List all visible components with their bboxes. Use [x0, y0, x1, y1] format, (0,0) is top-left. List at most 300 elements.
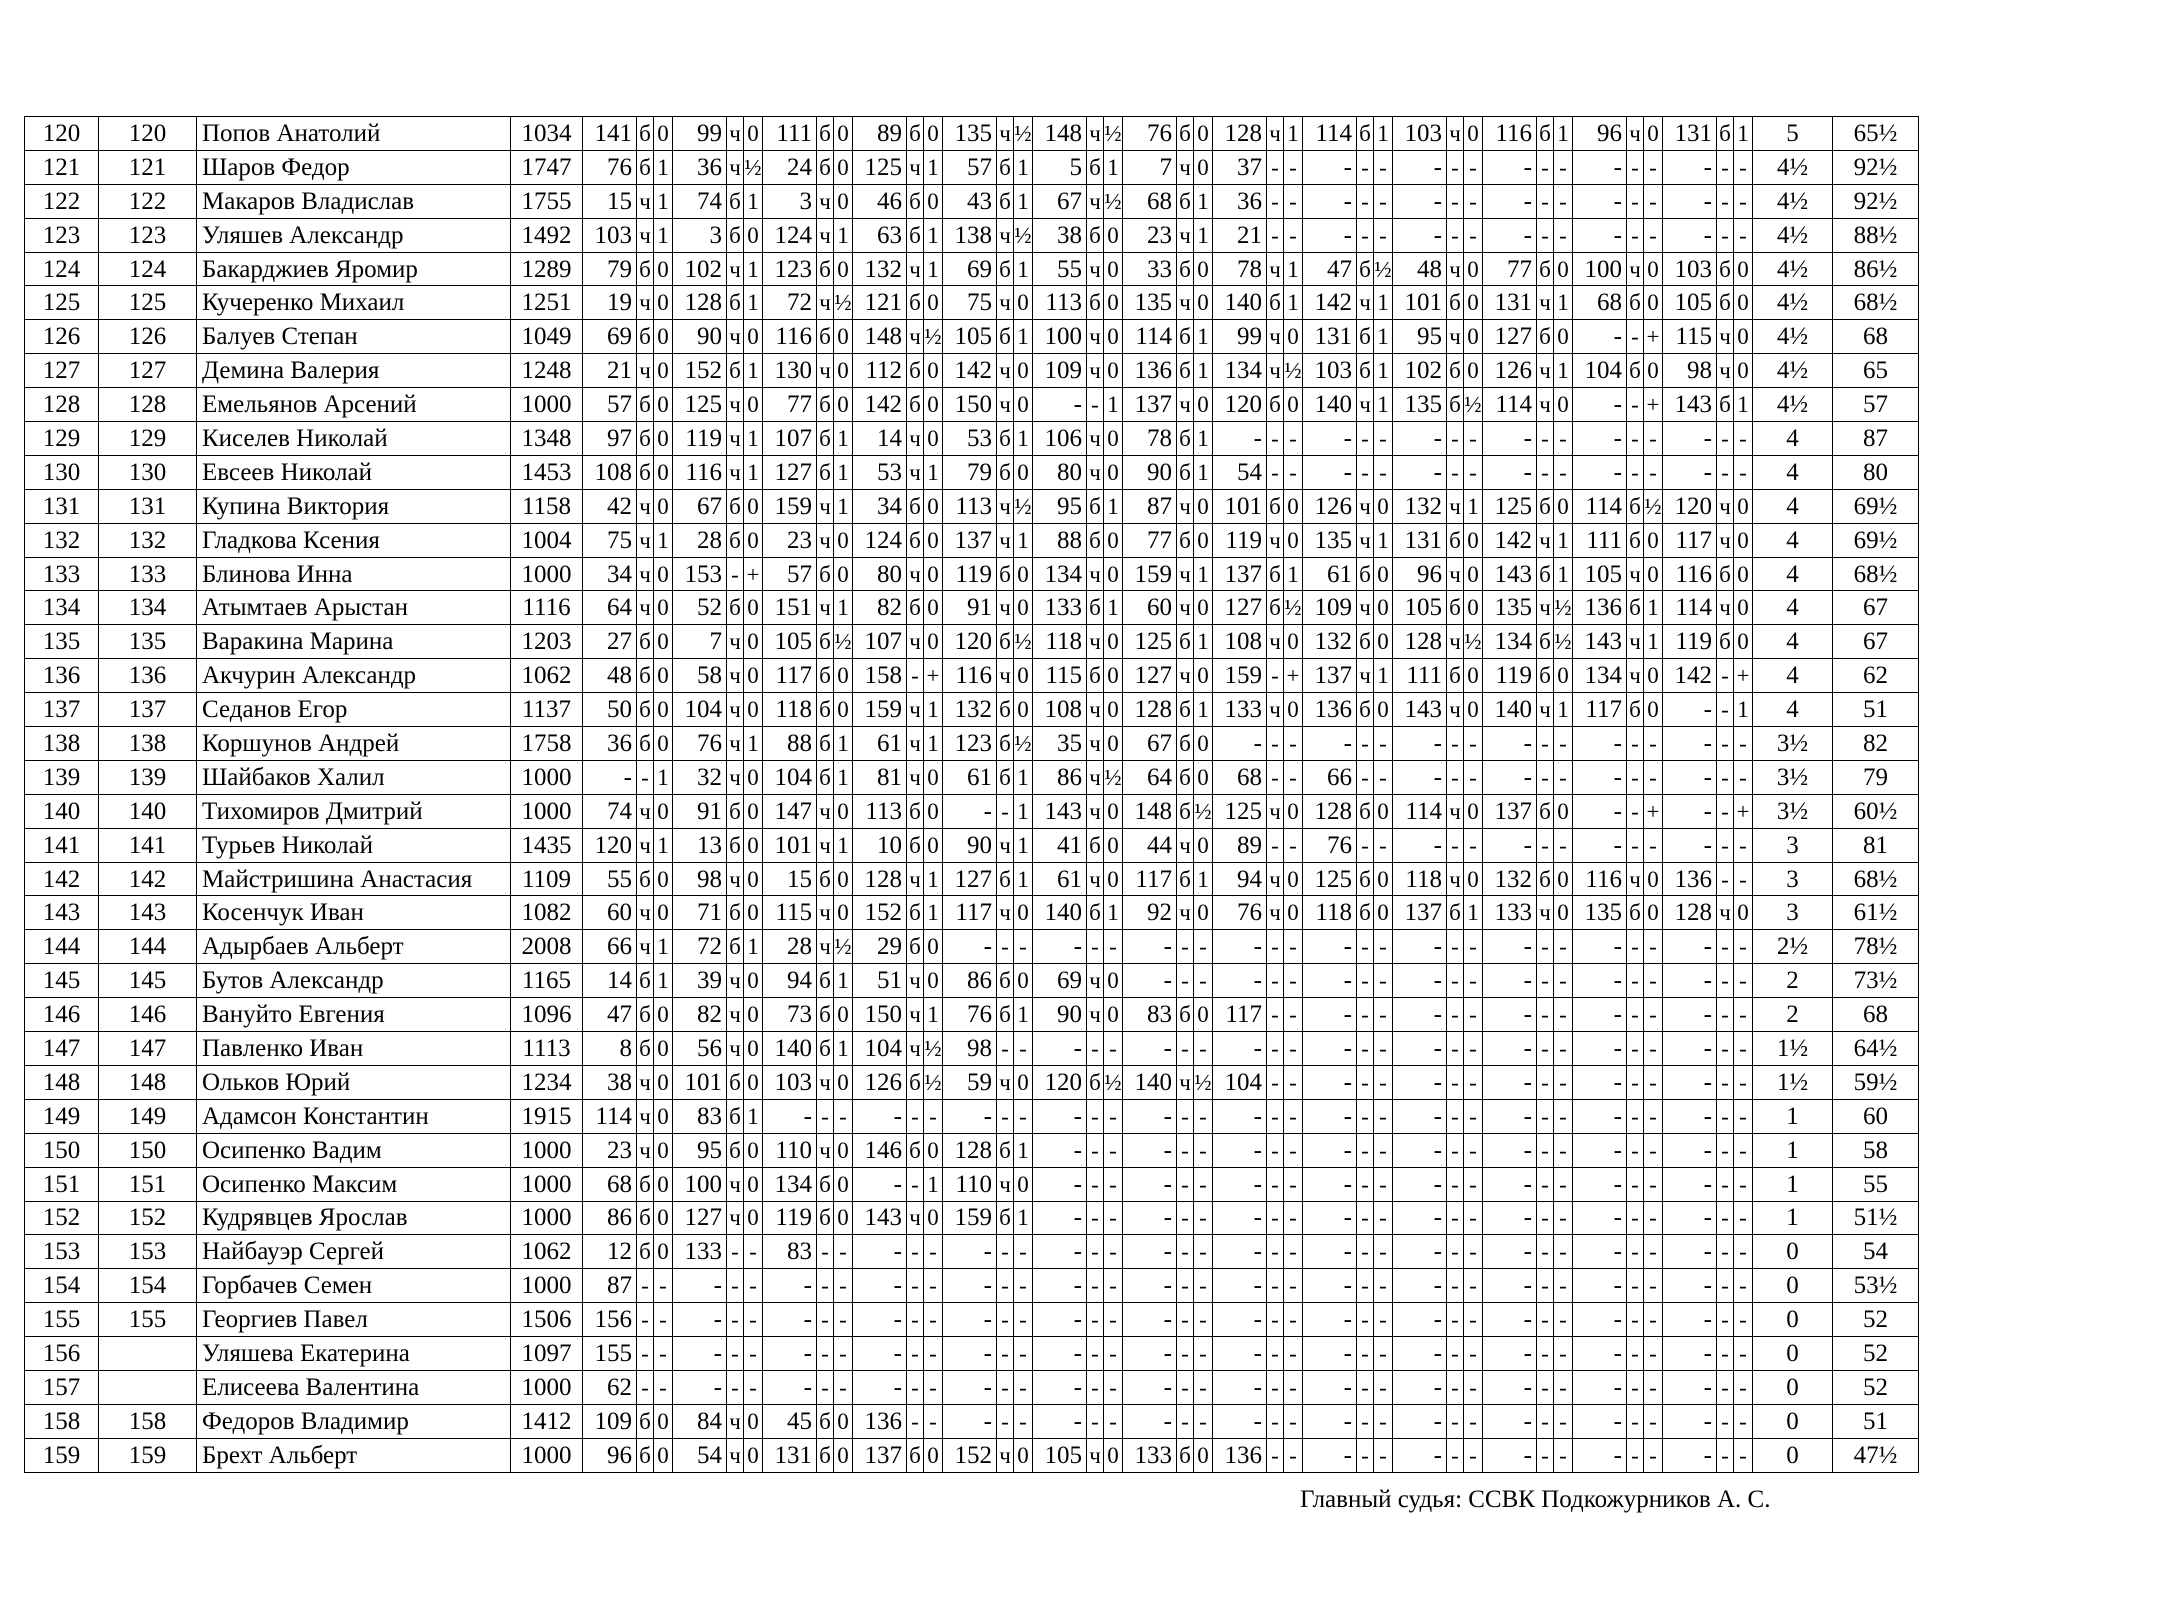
- round-result-cell: 0: [744, 862, 763, 896]
- round-opponent-cell: -: [1303, 1404, 1357, 1438]
- round-color-cell: б: [907, 523, 924, 557]
- round-opponent-cell: -: [1213, 1201, 1267, 1235]
- round-color-cell: -: [907, 1337, 924, 1371]
- round-opponent-cell: 134: [1573, 659, 1627, 693]
- round-color-cell: б: [727, 591, 744, 625]
- place-cell: 122: [25, 184, 99, 218]
- round-opponent-cell: 66: [583, 930, 637, 964]
- round-opponent-cell: -: [943, 1099, 997, 1133]
- round-result-cell: -: [1284, 1235, 1303, 1269]
- round-color-cell: б: [637, 998, 654, 1032]
- round-color-cell: -: [1717, 150, 1734, 184]
- round-color-cell: -: [907, 659, 924, 693]
- round-opponent-cell: -: [1573, 1032, 1627, 1066]
- round-result-cell: -: [1644, 1370, 1663, 1404]
- round-color-cell: -: [637, 1370, 654, 1404]
- round-color-cell: ч: [907, 422, 924, 456]
- round-result-cell: 0: [1104, 659, 1123, 693]
- round-color-cell: -: [1267, 998, 1284, 1032]
- round-color-cell: -: [1627, 1269, 1644, 1303]
- points-cell: 4: [1753, 591, 1833, 625]
- round-color-cell: -: [1357, 727, 1374, 761]
- round-result-cell: 1: [1104, 150, 1123, 184]
- round-opponent-cell: 128: [853, 862, 907, 896]
- round-opponent-cell: -: [1573, 930, 1627, 964]
- round-opponent-cell: 38: [583, 1065, 637, 1099]
- round-result-cell: -: [1554, 455, 1573, 489]
- round-opponent-cell: 135: [1303, 523, 1357, 557]
- round-opponent-cell: -: [1483, 930, 1537, 964]
- round-color-cell: ч: [997, 523, 1014, 557]
- round-color-cell: б: [1087, 523, 1104, 557]
- round-result-cell: 0: [654, 455, 673, 489]
- round-result-cell: 0: [924, 828, 943, 862]
- player-name-cell: Акчурин Александр: [197, 659, 511, 693]
- round-result-cell: 0: [1374, 693, 1393, 727]
- round-result-cell: 0: [1194, 523, 1213, 557]
- round-result-cell: 1: [1554, 557, 1573, 591]
- round-color-cell: -: [1537, 998, 1554, 1032]
- round-color-cell: -: [1537, 1404, 1554, 1438]
- round-result-cell: +: [744, 557, 763, 591]
- round-color-cell: ч: [1177, 557, 1194, 591]
- round-opponent-cell: 29: [853, 930, 907, 964]
- round-color-cell: б: [727, 218, 744, 252]
- table-row: [25, 1133, 1919, 1167]
- round-result-cell: -: [1464, 1370, 1483, 1404]
- round-result-cell: -: [1554, 760, 1573, 794]
- round-opponent-cell: -: [1213, 964, 1267, 998]
- round-opponent-cell: 67: [1123, 727, 1177, 761]
- round-result-cell: -: [1284, 1269, 1303, 1303]
- round-result-cell: -: [1554, 422, 1573, 456]
- table-row: [25, 184, 1919, 218]
- round-opponent-cell: -: [763, 1269, 817, 1303]
- round-result-cell: 0: [744, 1032, 763, 1066]
- start-number-cell: 136: [99, 659, 197, 693]
- round-color-cell: б: [727, 930, 744, 964]
- round-color-cell: б: [1357, 693, 1374, 727]
- round-result-cell: -: [1464, 760, 1483, 794]
- round-result-cell: 1: [654, 523, 673, 557]
- round-result-cell: -: [1644, 1065, 1663, 1099]
- round-result-cell: 0: [834, 354, 853, 388]
- round-result-cell: +: [924, 659, 943, 693]
- round-color-cell: -: [1537, 760, 1554, 794]
- round-opponent-cell: -: [1033, 1167, 1087, 1201]
- round-result-cell: -: [1284, 150, 1303, 184]
- round-color-cell: -: [1267, 422, 1284, 456]
- round-opponent-cell: -: [1213, 422, 1267, 456]
- round-opponent-cell: -: [943, 1404, 997, 1438]
- place-cell: 132: [25, 523, 99, 557]
- round-opponent-cell: -: [1303, 964, 1357, 998]
- table-row: [25, 930, 1919, 964]
- round-color-cell: б: [817, 727, 834, 761]
- place-cell: 150: [25, 1133, 99, 1167]
- round-result-cell: 1: [1014, 150, 1033, 184]
- round-opponent-cell: 131: [1393, 523, 1447, 557]
- round-opponent-cell: 126: [1483, 354, 1537, 388]
- round-opponent-cell: -: [1303, 998, 1357, 1032]
- round-color-cell: -: [1717, 1303, 1734, 1337]
- buchholz-cell: 47½: [1833, 1438, 1919, 1472]
- round-opponent-cell: -: [1303, 455, 1357, 489]
- round-result-cell: -: [1464, 1099, 1483, 1133]
- round-color-cell: -: [1267, 455, 1284, 489]
- round-opponent-cell: 75: [583, 523, 637, 557]
- rating-cell: 2008: [511, 930, 583, 964]
- round-opponent-cell: 140: [1123, 1065, 1177, 1099]
- round-result-cell: 1: [1014, 862, 1033, 896]
- round-result-cell: -: [1644, 455, 1663, 489]
- round-color-cell: -: [1717, 998, 1734, 1032]
- round-opponent-cell: 89: [1213, 828, 1267, 862]
- round-opponent-cell: -: [1573, 1404, 1627, 1438]
- round-color-cell: ч: [907, 693, 924, 727]
- rating-cell: 1000: [511, 1269, 583, 1303]
- points-cell: 4½: [1753, 184, 1833, 218]
- round-color-cell: б: [637, 1032, 654, 1066]
- buchholz-cell: 67: [1833, 625, 1919, 659]
- round-color-cell: ч: [637, 794, 654, 828]
- round-opponent-cell: 101: [763, 828, 817, 862]
- round-color-cell: б: [637, 1167, 654, 1201]
- round-result-cell: 0: [1194, 117, 1213, 151]
- place-cell: 156: [25, 1337, 99, 1371]
- round-result-cell: -: [1644, 1167, 1663, 1201]
- round-opponent-cell: 117: [943, 896, 997, 930]
- round-opponent-cell: -: [1483, 760, 1537, 794]
- round-color-cell: б: [637, 455, 654, 489]
- round-color-cell: -: [1717, 1269, 1734, 1303]
- round-color-cell: ч: [727, 727, 744, 761]
- round-result-cell: 0: [924, 1438, 943, 1472]
- round-color-cell: -: [1537, 455, 1554, 489]
- round-color-cell: -: [1537, 1337, 1554, 1371]
- round-opponent-cell: -: [1663, 1269, 1717, 1303]
- round-result-cell: +: [1734, 659, 1753, 693]
- start-number-cell: 132: [99, 523, 197, 557]
- round-result-cell: -: [1464, 1032, 1483, 1066]
- round-color-cell: б: [817, 252, 834, 286]
- player-name-cell: Макаров Владислав: [197, 184, 511, 218]
- round-result-cell: -: [1554, 1167, 1573, 1201]
- round-result-cell: -: [1644, 1337, 1663, 1371]
- round-opponent-cell: 114: [1573, 489, 1627, 523]
- round-opponent-cell: 132: [853, 252, 907, 286]
- round-result-cell: -: [1014, 1032, 1033, 1066]
- round-opponent-cell: -: [1573, 1235, 1627, 1269]
- round-color-cell: б: [1717, 117, 1734, 151]
- round-result-cell: 0: [1734, 625, 1753, 659]
- round-result-cell: 1: [1194, 184, 1213, 218]
- round-result-cell: ½: [1284, 354, 1303, 388]
- round-opponent-cell: 102: [673, 252, 727, 286]
- round-color-cell: -: [1087, 1167, 1104, 1201]
- round-opponent-cell: 74: [673, 184, 727, 218]
- round-color-cell: б: [817, 1438, 834, 1472]
- round-opponent-cell: -: [1573, 1303, 1627, 1337]
- player-name-cell: Бакарджиев Яромир: [197, 252, 511, 286]
- round-color-cell: ч: [817, 218, 834, 252]
- round-result-cell: 0: [924, 489, 943, 523]
- round-result-cell: 0: [1464, 591, 1483, 625]
- round-color-cell: ч: [727, 760, 744, 794]
- place-cell: 138: [25, 727, 99, 761]
- round-result-cell: 0: [654, 252, 673, 286]
- round-opponent-cell: 135: [1123, 286, 1177, 320]
- points-cell: 4: [1753, 659, 1833, 693]
- round-result-cell: 0: [744, 218, 763, 252]
- round-result-cell: 1: [924, 727, 943, 761]
- round-opponent-cell: -: [1663, 693, 1717, 727]
- round-color-cell: -: [1627, 1235, 1644, 1269]
- round-color-cell: б: [817, 760, 834, 794]
- round-result-cell: ½: [1014, 218, 1033, 252]
- buchholz-cell: 88½: [1833, 218, 1919, 252]
- round-result-cell: -: [1644, 1269, 1663, 1303]
- round-result-cell: 0: [744, 896, 763, 930]
- round-result-cell: ½: [1104, 1065, 1123, 1099]
- points-cell: 2½: [1753, 930, 1833, 964]
- round-opponent-cell: 105: [1393, 591, 1447, 625]
- round-color-cell: ч: [1627, 252, 1644, 286]
- rating-cell: 1251: [511, 286, 583, 320]
- round-result-cell: ½: [924, 320, 943, 354]
- round-color-cell: б: [727, 896, 744, 930]
- round-opponent-cell: 78: [1123, 422, 1177, 456]
- round-color-cell: -: [1537, 1235, 1554, 1269]
- round-result-cell: 0: [654, 1167, 673, 1201]
- round-color-cell: -: [1447, 727, 1464, 761]
- round-result-cell: 0: [654, 1133, 673, 1167]
- round-color-cell: б: [997, 184, 1014, 218]
- start-number-cell: 148: [99, 1065, 197, 1099]
- round-result-cell: 0: [1104, 964, 1123, 998]
- buchholz-cell: 78½: [1833, 930, 1919, 964]
- round-color-cell: ч: [1267, 523, 1284, 557]
- round-result-cell: -: [1104, 1235, 1123, 1269]
- round-opponent-cell: 86: [583, 1201, 637, 1235]
- round-color-cell: б: [817, 1201, 834, 1235]
- round-color-cell: ч: [997, 354, 1014, 388]
- round-color-cell: -: [1177, 1370, 1194, 1404]
- round-result-cell: 1: [1194, 218, 1213, 252]
- round-color-cell: ч: [1447, 557, 1464, 591]
- round-opponent-cell: 116: [763, 320, 817, 354]
- round-result-cell: -: [1554, 727, 1573, 761]
- round-result-cell: 0: [744, 1133, 763, 1167]
- round-opponent-cell: 96: [583, 1438, 637, 1472]
- round-result-cell: ½: [1464, 388, 1483, 422]
- round-color-cell: ч: [637, 1133, 654, 1167]
- round-result-cell: -: [1734, 1337, 1753, 1371]
- round-result-cell: 0: [1374, 625, 1393, 659]
- round-color-cell: -: [1717, 828, 1734, 862]
- round-result-cell: 0: [924, 286, 943, 320]
- round-result-cell: 1: [1284, 286, 1303, 320]
- round-result-cell: 0: [1104, 320, 1123, 354]
- round-result-cell: 0: [1464, 659, 1483, 693]
- round-opponent-cell: -: [1663, 1303, 1717, 1337]
- round-color-cell: б: [637, 1438, 654, 1472]
- round-opponent-cell: 119: [763, 1201, 817, 1235]
- round-opponent-cell: -: [1213, 1032, 1267, 1066]
- round-opponent-cell: 105: [943, 320, 997, 354]
- round-result-cell: -: [1284, 1404, 1303, 1438]
- round-result-cell: -: [1554, 964, 1573, 998]
- start-number-cell: 138: [99, 727, 197, 761]
- round-color-cell: ч: [1087, 184, 1104, 218]
- round-result-cell: 0: [1284, 388, 1303, 422]
- round-color-cell: -: [1447, 828, 1464, 862]
- rating-cell: 1000: [511, 794, 583, 828]
- round-result-cell: -: [1374, 150, 1393, 184]
- round-color-cell: ч: [1087, 557, 1104, 591]
- round-opponent-cell: 140: [1033, 896, 1087, 930]
- round-result-cell: -: [1644, 1303, 1663, 1337]
- round-color-cell: -: [997, 1269, 1014, 1303]
- round-result-cell: 0: [654, 388, 673, 422]
- round-opponent-cell: -: [673, 1337, 727, 1371]
- round-result-cell: 0: [744, 1167, 763, 1201]
- round-color-cell: б: [907, 1065, 924, 1099]
- round-opponent-cell: -: [1483, 1303, 1537, 1337]
- rating-cell: 1116: [511, 591, 583, 625]
- rating-cell: 1000: [511, 1201, 583, 1235]
- round-opponent-cell: -: [673, 1269, 727, 1303]
- round-opponent-cell: 133: [1483, 896, 1537, 930]
- round-opponent-cell: 94: [1213, 862, 1267, 896]
- round-opponent-cell: -: [1663, 1370, 1717, 1404]
- round-color-cell: ч: [817, 591, 834, 625]
- round-color-cell: б: [1447, 896, 1464, 930]
- round-opponent-cell: 38: [1033, 218, 1087, 252]
- round-color-cell: -: [1177, 1201, 1194, 1235]
- round-result-cell: +: [1644, 320, 1663, 354]
- chief-judge-signature: Главный судья: ССВК Подкожурников А. С.: [1300, 1486, 1771, 1513]
- round-opponent-cell: 88: [763, 727, 817, 761]
- round-color-cell: б: [637, 1235, 654, 1269]
- round-opponent-cell: 68: [1573, 286, 1627, 320]
- round-opponent-cell: -: [1393, 1438, 1447, 1472]
- round-result-cell: 0: [654, 794, 673, 828]
- round-opponent-cell: 117: [1573, 693, 1627, 727]
- round-result-cell: -: [1464, 1133, 1483, 1167]
- round-color-cell: ч: [1087, 354, 1104, 388]
- round-opponent-cell: 76: [1303, 828, 1357, 862]
- round-result-cell: 1: [744, 184, 763, 218]
- round-opponent-cell: -: [1663, 1167, 1717, 1201]
- round-result-cell: -: [1734, 998, 1753, 1032]
- round-opponent-cell: 88: [1033, 523, 1087, 557]
- round-result-cell: 0: [744, 117, 763, 151]
- round-result-cell: -: [1554, 218, 1573, 252]
- table-row: [25, 252, 1919, 286]
- round-color-cell: ч: [727, 1167, 744, 1201]
- round-opponent-cell: -: [1303, 1167, 1357, 1201]
- round-result-cell: 0: [1284, 693, 1303, 727]
- round-result-cell: -: [1194, 1235, 1213, 1269]
- round-opponent-cell: 8: [583, 1032, 637, 1066]
- round-result-cell: -: [1374, 727, 1393, 761]
- round-color-cell: ч: [1267, 862, 1284, 896]
- place-cell: 126: [25, 320, 99, 354]
- round-color-cell: б: [1627, 354, 1644, 388]
- round-result-cell: -: [1284, 1065, 1303, 1099]
- round-result-cell: ½: [924, 1032, 943, 1066]
- round-result-cell: 0: [1104, 794, 1123, 828]
- round-color-cell: б: [997, 320, 1014, 354]
- round-result-cell: -: [924, 1370, 943, 1404]
- round-color-cell: б: [1087, 286, 1104, 320]
- round-result-cell: -: [1104, 1303, 1123, 1337]
- place-cell: 129: [25, 422, 99, 456]
- round-opponent-cell: -: [1213, 1370, 1267, 1404]
- place-cell: 123: [25, 218, 99, 252]
- round-opponent-cell: -: [1573, 1370, 1627, 1404]
- round-result-cell: -: [1554, 1133, 1573, 1167]
- round-result-cell: ½: [1374, 252, 1393, 286]
- round-color-cell: ч: [1267, 354, 1284, 388]
- place-cell: 155: [25, 1303, 99, 1337]
- round-color-cell: -: [817, 1303, 834, 1337]
- rating-cell: 1412: [511, 1404, 583, 1438]
- round-opponent-cell: -: [1393, 964, 1447, 998]
- round-color-cell: б: [997, 455, 1014, 489]
- round-result-cell: 0: [654, 117, 673, 151]
- round-color-cell: ч: [997, 117, 1014, 151]
- round-opponent-cell: -: [1573, 998, 1627, 1032]
- round-result-cell: 1: [1374, 659, 1393, 693]
- round-result-cell: -: [1194, 1269, 1213, 1303]
- round-result-cell: -: [1194, 1099, 1213, 1133]
- round-color-cell: б: [1717, 625, 1734, 659]
- round-result-cell: -: [1104, 1167, 1123, 1201]
- round-result-cell: 0: [1104, 422, 1123, 456]
- round-result-cell: 0: [1554, 896, 1573, 930]
- round-result-cell: 0: [654, 998, 673, 1032]
- round-color-cell: -: [1357, 1167, 1374, 1201]
- round-opponent-cell: 148: [853, 320, 907, 354]
- round-color-cell: б: [817, 693, 834, 727]
- start-number-cell: 131: [99, 489, 197, 523]
- round-opponent-cell: 153: [673, 557, 727, 591]
- rating-cell: 1000: [511, 388, 583, 422]
- round-color-cell: -: [727, 1303, 744, 1337]
- round-opponent-cell: 68: [1213, 760, 1267, 794]
- round-color-cell: б: [817, 150, 834, 184]
- round-opponent-cell: 68: [583, 1167, 637, 1201]
- round-result-cell: 1: [924, 150, 943, 184]
- round-opponent-cell: 34: [583, 557, 637, 591]
- buchholz-cell: 87: [1833, 422, 1919, 456]
- round-result-cell: 0: [1464, 354, 1483, 388]
- round-opponent-cell: 118: [1303, 896, 1357, 930]
- round-color-cell: -: [1267, 930, 1284, 964]
- round-opponent-cell: 132: [1303, 625, 1357, 659]
- player-name-cell: Коршунов Андрей: [197, 727, 511, 761]
- round-result-cell: -: [1554, 1370, 1573, 1404]
- round-color-cell: -: [1447, 1099, 1464, 1133]
- round-opponent-cell: 84: [673, 1404, 727, 1438]
- round-result-cell: 0: [1284, 896, 1303, 930]
- round-color-cell: б: [1177, 727, 1194, 761]
- round-opponent-cell: 32: [673, 760, 727, 794]
- round-opponent-cell: 53: [853, 455, 907, 489]
- round-opponent-cell: 95: [1033, 489, 1087, 523]
